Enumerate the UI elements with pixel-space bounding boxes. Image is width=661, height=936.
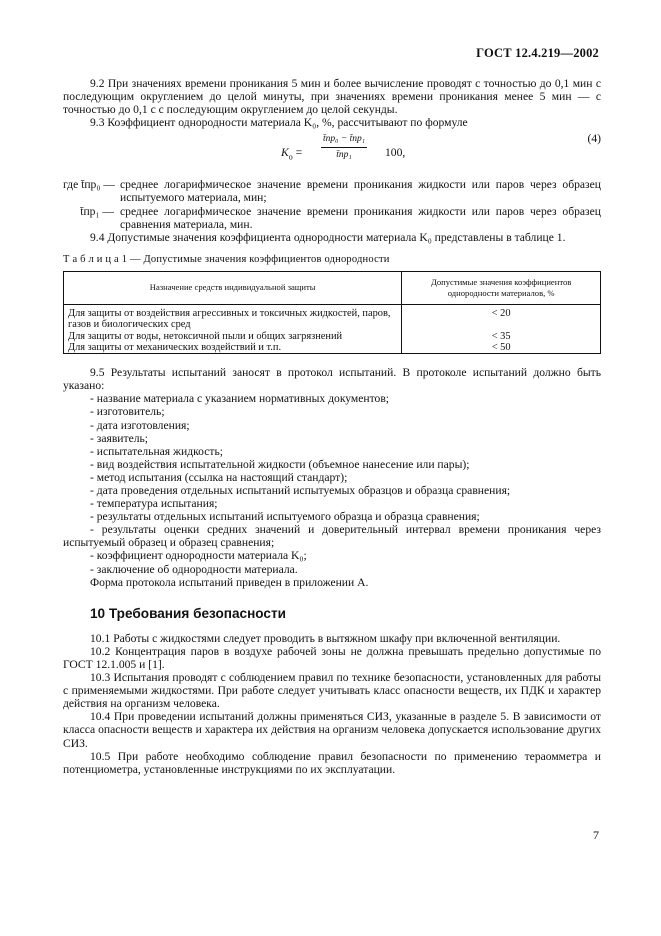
formula-definitions (63, 178, 601, 230)
paragraph-9-2: 9.2 При значениях времени проникания 5 мин и более вычисление проводят с точностью до 0,1 мин с последующим округлением до целой минуты, при значениях времени проникания менее 5 мин — с точностью до 0,1 с с последующим округлением до целой секунды. (63, 77, 601, 117)
definition-item: t̄пр₁ — среднее логарифмическое значение времени проникания жидкости или паров через образец сравнения материала, мин. (80, 204, 601, 231)
list-item: - температура испытания; (90, 497, 218, 511)
table-caption: Т а б л и ц а 1 — Допустимые значения коэффициентов однородности (63, 253, 390, 265)
protocol-list-tail (63, 549, 601, 575)
list-item: - метод испытания (ссылка на настоящий стандарт); (90, 470, 348, 484)
list-item: - результаты оценки средних значений и доверительный интервал времени проникания через испытуемый образец и образец сравнения; (63, 523, 601, 550)
list-item: - заявитель; (90, 431, 149, 445)
coefficients-table (63, 271, 601, 354)
definition-item: где t̄пр₀ — среднее логарифмическое значение времени проникания жидкости или паров через образец испытуемого материала, мин; (63, 178, 601, 205)
paragraph-9-3: 9.3 Коэффициент однородности материала K₀, %, рассчитывают по формуле (90, 116, 468, 130)
paragraph-10-4: 10.4 При проведении испытаний должны применяться СИЗ, указанные в разделе 5. В зависимости от класса опасности веществ и характера их действия на организм человека допускается использование других СИЗ. (63, 710, 601, 750)
section-title: 10 Требования безопасности (90, 605, 287, 621)
table-row: Для защиты от механических воздействий и т.п. < 50 (64, 342, 601, 354)
formula-lhs: $K_о$ = (281, 146, 303, 162)
list-item: - вид воздействия испытательной жидкости (объемное нанесение или пары); (90, 457, 470, 471)
list-item: - название материала с указанием нормативных документов; (90, 392, 390, 406)
table-row: Для защиты от воздействия агрессивных и токсичных жидкостей, паров, газов и биологических сред < 20 (64, 304, 601, 330)
paragraph-9-5: 9.5 Результаты испытаний заносят в протокол испытаний. В протоколе испытаний должно быть указано: (63, 366, 601, 393)
document-body (63, 77, 601, 776)
document-header: ГОСТ 12.4.219—2002 (476, 46, 599, 60)
protocol-list (63, 392, 601, 523)
list-item: - изготовитель; (90, 405, 165, 419)
formula-number: (4) (587, 132, 601, 146)
paragraph-10-1: 10.1 Работы с жидкостями следует проводить в вытяжном шкафу при включенной вентиляции. (90, 631, 561, 645)
page-number: 7 (593, 828, 599, 842)
formula-tail: 100, (385, 146, 406, 160)
formula-numerator: t̄пр₀ − t̄пр₁ (321, 133, 367, 148)
paragraph-9-4: 9.4 Допустимые значения коэффициента однородности материала K₀ представлены в таблице 1. (90, 230, 566, 244)
list-item: - дата изготовления; (90, 418, 190, 432)
list-item: - результаты отдельных испытаний испытуемого образца и образца сравнения; (90, 510, 480, 524)
list-item: - дата проведения отдельных испытаний испытуемых образцов и образца сравнения; (90, 483, 511, 497)
table-header-purpose: Назначение средств индивидуальной защиты (64, 271, 402, 304)
table-header-values: Допустимые значения коэффициентов однородности материалов, % (402, 271, 601, 304)
formula-4 (63, 132, 601, 176)
paragraph-form: Форма протокола испытаний приведен в приложении А. (90, 575, 369, 589)
list-item: - коэффициент однородности материала K₀; (90, 549, 307, 563)
paragraph-10-5: 10.5 При работе необходимо соблюдение правил безопасности по применению тераомметра и потенциометра, установленные инструкциями по их эксплуатации. (63, 749, 601, 776)
formula-denominator: t̄пр₁ (336, 150, 352, 161)
formula-fraction (321, 133, 367, 162)
paragraph-10-2: 10.2 Концентрация паров в воздухе рабочей зоны не должна превышать предельно допустимые по ГОСТ 12.1.005 и [1]. (63, 644, 601, 671)
list-item: - испытательная жидкость; (90, 444, 223, 458)
list-item: - заключение об однородности материала. (90, 562, 298, 576)
table-row: Для защиты от воды, нетоксичной пыли и общих загрязнений < 35 (64, 331, 601, 342)
paragraph-10-3: 10.3 Испытания проводят с соблюдением правил по технике безопасности, установленных для работы с применяемыми жидкостями. При работе следует учитывать класс опасности веществ, их ПДК и характер действия на организм человека. (63, 671, 601, 711)
